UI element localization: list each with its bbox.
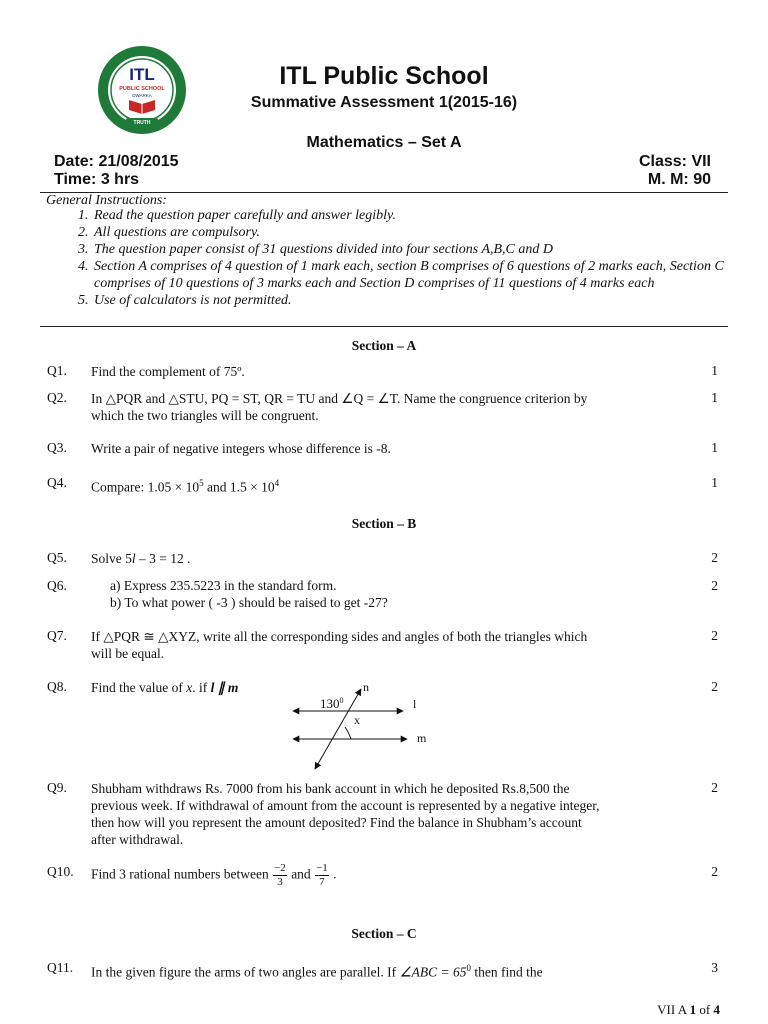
q8-prefix: Find the value of (91, 680, 187, 695)
q2-text (91, 390, 731, 424)
instructions-title: General Instructions: (46, 193, 167, 208)
q11-prefix: In the given figure the arms of two angles are parallel. If (91, 964, 400, 980)
instruction-item: 1. Read the question paper carefully and answer legibly. (92, 207, 768, 224)
q9-number: Q9. (47, 780, 67, 795)
fraction-neg-2-3: $\frac{-2}{3}$ (274, 862, 286, 888)
q11-number: Q11. (47, 960, 74, 975)
q3-marks: 1 (711, 440, 718, 455)
logo-dwarka-text: DWARKA (132, 93, 152, 98)
instruction-item: 4. Section A comprises of 4 question of 1 mark each, section B comprises of 6 questions of 2 marks each, Section C comprises of 10 questions of 3 marks each and Section D comprises of 11 questions of 4 marks each (92, 258, 768, 292)
subject-title: Mathematics – Set A (306, 134, 462, 151)
q11-suffix: then find the (470, 964, 543, 980)
q8-variable: x (186, 680, 193, 695)
line-m-label: m (417, 731, 427, 745)
q4-number: Q4. (47, 475, 67, 490)
angle-130-label: $130^0$ (320, 696, 344, 711)
q9-text-line: previous week. If withdrawal of amount from the account is represented by a negative integer, (91, 798, 600, 813)
q2-number: Q2. (47, 390, 67, 405)
line-n-label: n (363, 680, 369, 694)
q1-number: Q1. (47, 363, 67, 378)
logo-itl-text: ITL (129, 65, 155, 84)
q4-text (91, 475, 691, 496)
q6-number: Q6. (47, 578, 67, 593)
q10-suffix: . (329, 866, 337, 882)
q9-text (91, 780, 731, 848)
q10-number: Q10. (47, 864, 74, 879)
q10-mid: and (287, 866, 315, 882)
q4-prefix: Compare: 1.05 × (91, 479, 186, 495)
q4-power-base: 10 (185, 479, 200, 495)
q9-text-line: after withdrawal. (91, 832, 184, 847)
instructions-divider (40, 326, 728, 327)
q5-suffix: – 3 = 12 . (135, 551, 191, 566)
q6-marks: 2 (711, 578, 718, 593)
q10-text (91, 862, 691, 889)
q5-marks: 2 (711, 550, 718, 565)
q10-marks: 2 (711, 864, 718, 879)
parallel-lines-figure (285, 675, 445, 770)
exam-class: Class: VII (638, 153, 711, 170)
logo-truth-ribbon: TRUTH (133, 120, 151, 126)
q5-number: Q5. (47, 550, 67, 565)
footer-page-number: 1 (689, 1002, 697, 1017)
q5-prefix: Solve 5 (91, 551, 132, 566)
q4-power-exponent: 5 (199, 478, 204, 488)
instruction-item: 5. Use of calculators is not permitted. (92, 292, 768, 309)
q9-text-line: then how will you represent the amount deposited? Find the balance in Shubham’s account (91, 815, 582, 830)
footer-page-total: 4 (713, 1002, 720, 1017)
footer-code: VII A (657, 1002, 690, 1017)
q9-marks: 2 (711, 780, 718, 795)
section-a-heading: Section – A (351, 338, 417, 353)
q4-power-exponent: 4 (274, 478, 280, 488)
school-name: ITL Public School (279, 62, 489, 90)
q7-number: Q7. (47, 628, 67, 643)
q7-text (91, 628, 731, 662)
q4-marks: 1 (711, 475, 718, 490)
q4-power-base: 10 (261, 479, 275, 495)
q11-angle: ∠ABC = 65 (399, 964, 467, 980)
logo-public-school-text: PUBLIC SCHOOL (119, 86, 165, 92)
exam-date: Date: 21/08/2015 (54, 153, 179, 170)
q6-part-b: b) To what power ( -3 ) should be raised to get -27? (110, 595, 388, 610)
angle-x-arc (345, 727, 351, 739)
instructions-list (46, 207, 768, 309)
exam-time: Time: 3 hrs (54, 171, 140, 188)
angle-x-label: x (354, 713, 360, 727)
section-c-heading: Section – C (351, 926, 417, 941)
q5-text (91, 550, 691, 567)
q3-number: Q3. (47, 440, 67, 455)
q10-prefix: Find 3 rational numbers between (91, 866, 273, 882)
q5-variable: l (131, 551, 136, 566)
fraction-neg-1-7: $\frac{-1}{7}$ (316, 862, 328, 888)
instruction-item: 2. All questions are compulsory. (92, 224, 768, 241)
q4-mid: and 1.5 × (203, 479, 262, 495)
q11-degree: 0 (466, 963, 471, 973)
q11-text (91, 960, 731, 981)
assessment-title: Summative Assessment 1(2015-16) (250, 94, 518, 111)
q7-marks: 2 (711, 628, 718, 643)
q7-text-line: will be equal. (91, 646, 165, 661)
q9-text-line: Shubham withdraws Rs. 7000 from his bank account in which he deposited Rs.8,500 the (91, 781, 570, 796)
page-footer (657, 1002, 720, 1018)
q8-marks: 2 (711, 679, 718, 694)
q1-text: Find the complement of 75º. (91, 364, 245, 379)
q2-text-line: which the two triangles will be congruent. (91, 408, 319, 423)
section-b-heading: Section – B (351, 516, 417, 531)
q11-marks: 3 (711, 960, 718, 975)
q1-marks: 1 (711, 363, 718, 378)
q6-part-a: a) Express 235.5223 in the standard form. (110, 578, 337, 593)
q2-marks: 1 (711, 390, 718, 405)
q7-text-line: If △PQR ≅ △XYZ, write all the corresponding sides and angles of both the triangles which (91, 629, 588, 644)
line-l-label: l (413, 697, 417, 711)
q8-number: Q8. (47, 679, 67, 694)
q8-condition: l ∥ m (210, 680, 239, 695)
instruction-item: 3. The question paper consist of 31 questions divided into four sections A,B,C and D (92, 241, 768, 258)
q8-mid: . if (192, 680, 211, 695)
max-marks: M. M: 90 (647, 171, 711, 188)
q3-text: Write a pair of negative integers whose difference is -8. (91, 441, 391, 456)
q2-text-line: In △PQR and △STU, PQ = ST, QR = TU and ∠Q = ∠T. Name the congruence criterion by (91, 391, 588, 406)
footer-of: of (696, 1002, 714, 1017)
